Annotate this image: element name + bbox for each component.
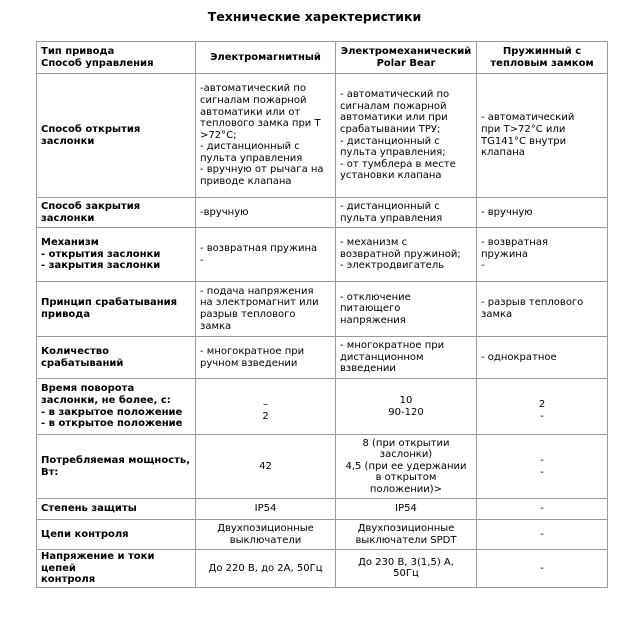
cell-spring: - bbox=[477, 550, 608, 588]
cell-electromagnetic: - многократное при ручном взведении bbox=[196, 337, 336, 379]
cell-electromechanical: - многократное при дистанционном взведении bbox=[336, 337, 477, 379]
table-row bbox=[37, 499, 608, 520]
table-row bbox=[37, 379, 608, 435]
cell-electromagnetic: - возвратная пружина - bbox=[196, 228, 336, 282]
cell-electromechanical: Двухпозиционные выключатели SPDT bbox=[336, 520, 477, 550]
table-row bbox=[37, 520, 608, 550]
cell-electromechanical: 8 (при открытии заслонки) 4,5 (при ее удержании в открытом положении)> bbox=[336, 435, 477, 499]
cell-electromechanical: - механизм с возвратной пружиной; - электродвигатель bbox=[336, 228, 477, 282]
cell-electromagnetic: -вручную bbox=[196, 198, 336, 228]
table-row bbox=[37, 337, 608, 379]
row-label: Принцип срабатывания привода bbox=[37, 282, 196, 337]
row-label: Потребляемая мощность, Вт: bbox=[37, 435, 196, 499]
cell-spring: - возвратная пружина - bbox=[477, 228, 608, 282]
page-title: Технические харектеристики bbox=[207, 9, 422, 24]
cell-electromagnetic: До 220 В, до 2А, 50Гц bbox=[196, 550, 336, 588]
header-cell-spring: Пружинный с тепловым замком bbox=[477, 42, 608, 74]
cell-spring: - bbox=[477, 520, 608, 550]
table-row bbox=[37, 282, 608, 337]
cell-electromechanical: - автоматический по сигналам пожарной автоматики или при срабатывании ТРУ; - дистанционный с пульта управления; - от тумблера в месте установки клапана bbox=[336, 74, 477, 198]
row-label: Механизм - открытия заслонки - закрытия заслонки bbox=[37, 228, 196, 282]
cell-electromagnetic: IP54 bbox=[196, 499, 336, 520]
header-cell-electromechanical: Электромеханический Polar Bear bbox=[336, 42, 477, 74]
table-row bbox=[37, 550, 608, 588]
row-label: Количество срабатываний bbox=[37, 337, 196, 379]
header-cell-drive-type: Тип привода Способ управления bbox=[37, 42, 196, 74]
row-label: Время поворота заслонки, не более, с: - в закрытое положение - в открытое положение bbox=[37, 379, 196, 435]
cell-spring: - bbox=[477, 499, 608, 520]
spec-table bbox=[36, 41, 608, 588]
header-cell-electromagnetic: Электромагнитный bbox=[196, 42, 336, 74]
cell-spring: - однократное bbox=[477, 337, 608, 379]
row-label: Напряжение и токи цепей контроля bbox=[37, 550, 196, 588]
table-row bbox=[37, 435, 608, 499]
cell-electromagnetic: Двухпозиционные выключатели bbox=[196, 520, 336, 550]
row-label: Цепи контроля bbox=[37, 520, 196, 550]
cell-electromagnetic: - подача напряжения на электромагнит или разрыв теплового замка bbox=[196, 282, 336, 337]
cell-electromechanical: 10 90-120 bbox=[336, 379, 477, 435]
cell-electromechanical: IP54 bbox=[336, 499, 477, 520]
cell-spring: - автоматический при Т>72°С или TG141°С внутри клапана bbox=[477, 74, 608, 198]
cell-spring: 2 - bbox=[477, 379, 608, 435]
table-row bbox=[37, 74, 608, 198]
cell-electromagnetic: 42 bbox=[196, 435, 336, 499]
cell-electromechanical: До 230 В, 3(1,5) А, 50Гц bbox=[336, 550, 477, 588]
table-row bbox=[37, 228, 608, 282]
cell-electromechanical: - дистанционный с пульта управления bbox=[336, 198, 477, 228]
cell-electromagnetic: – 2 bbox=[196, 379, 336, 435]
cell-spring: - вручную bbox=[477, 198, 608, 228]
table-row bbox=[37, 198, 608, 228]
row-label: Степень защиты bbox=[37, 499, 196, 520]
cell-electromechanical: - отключение питающего напряжения bbox=[336, 282, 477, 337]
cell-electromagnetic: -автоматический по сигналам пожарной автоматики или от теплового замка при Т >72°С; - дистанционный с пульта управления - вручную от рычага на приводе клапана bbox=[196, 74, 336, 198]
table-header-row bbox=[37, 42, 608, 74]
cell-spring: - - bbox=[477, 435, 608, 499]
row-label: Способ закрытия заслонки bbox=[37, 198, 196, 228]
row-label: Способ открытия заслонки bbox=[37, 74, 196, 198]
cell-spring: - разрыв теплового замка bbox=[477, 282, 608, 337]
